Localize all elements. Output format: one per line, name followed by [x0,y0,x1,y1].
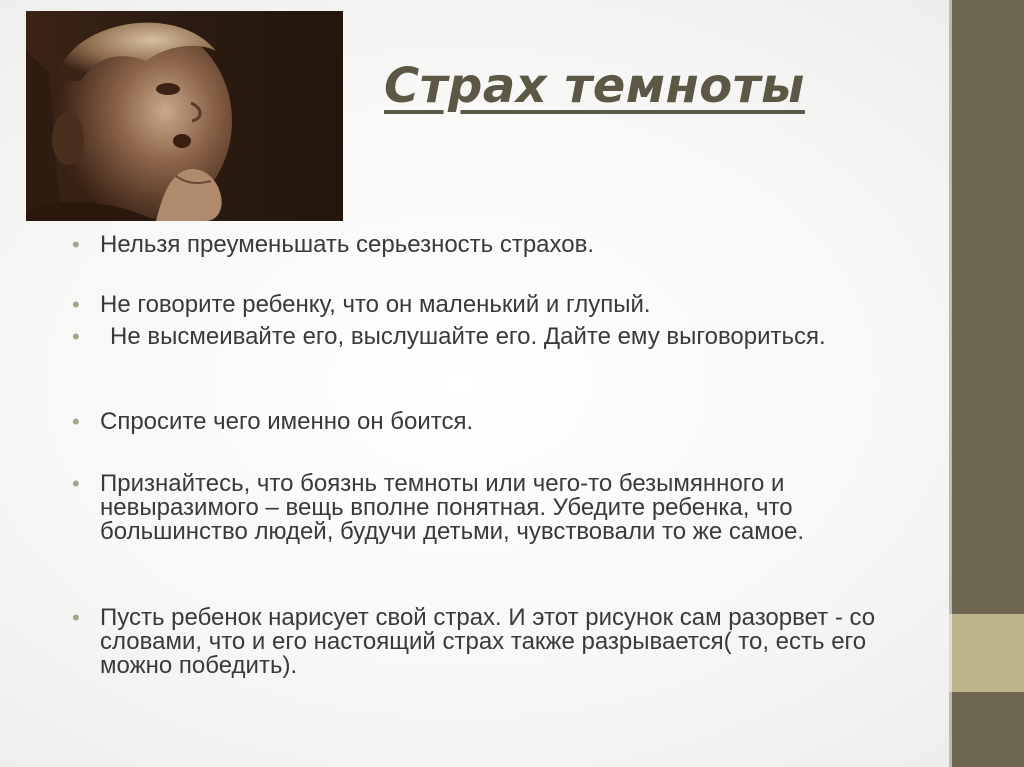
bullet-icon: • [72,324,80,349]
sidebar-top-block [949,0,1024,614]
bullet-text: Признайтесь, что боязнь темноты или чего-то безымянного и невыразимого – вещь вполне понятная. Убедите ребенка, что большинство людей, будучи детьми, чувствовали то же самое. [100,470,805,545]
bullet-icon: • [72,605,80,630]
sidebar-accent-block [949,614,1024,692]
bullet-icon: • [72,471,80,496]
sidebar-edge-line [949,0,952,767]
bullet-icon: • [72,292,80,317]
bullet-text: Пусть ребенок нарисует свой страх. И этот рисунок сам разорвет - со словами, что и его настоящий страх также разрывается( то, есть его можно победить). [100,604,876,679]
slide-title: Страх темноты [384,58,805,114]
bullet-text: Спросите чего именно он боится. [100,408,474,435]
bullet-text: Не высмеивайте его, выслушайте его. Дайте ему выговориться. [110,323,826,350]
list-item [72,410,932,434]
bullet-icon: • [72,232,80,257]
list-item [72,293,932,317]
sidebar-bottom-block [949,692,1024,767]
bullet-icon: • [72,409,80,434]
list-item [72,233,932,257]
child-photo [26,11,343,221]
bullet-text: Нельзя преуменьшать серьезность страхов. [100,231,595,258]
decorative-sidebar [949,0,1024,767]
list-item [72,325,932,349]
bullet-text: Не говорите ребенку, что он маленький и глупый. [100,291,651,318]
list-item [72,472,932,544]
list-item [72,606,932,678]
child-looking-up-icon [26,11,343,221]
